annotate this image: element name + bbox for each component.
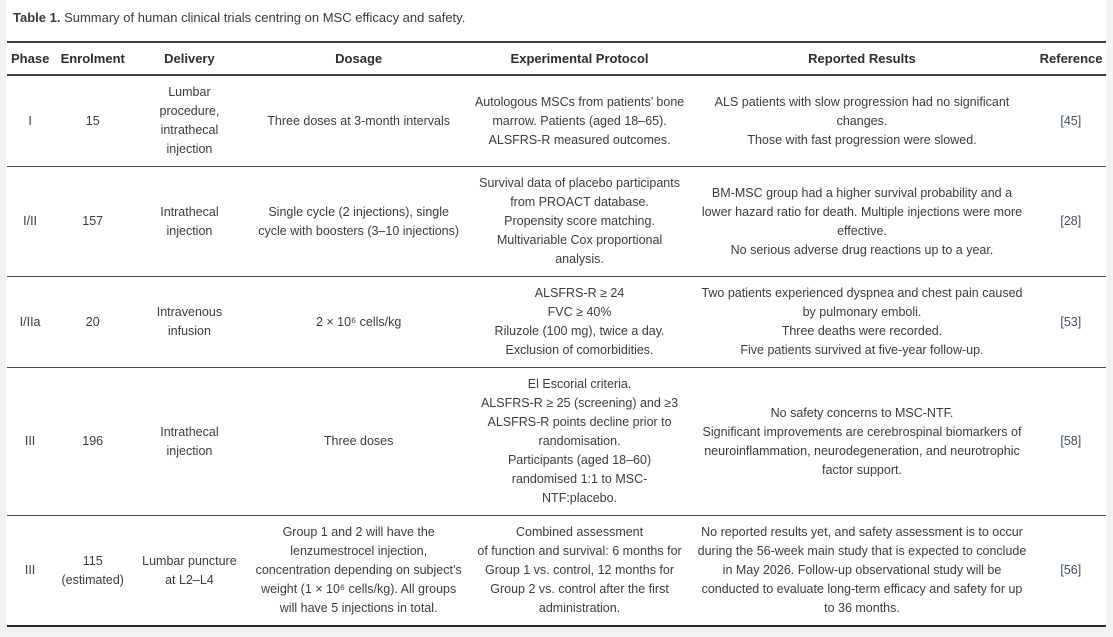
cell-results bbox=[688, 368, 1035, 516]
cell-dosage bbox=[247, 277, 471, 368]
text-line: Those with fast progression were slowed. bbox=[747, 132, 977, 147]
cell-results bbox=[688, 167, 1035, 277]
cell-results bbox=[688, 75, 1035, 167]
table-row bbox=[7, 368, 1106, 516]
column-header-enrolment: Enrolment bbox=[53, 42, 132, 75]
text-line: Lumbar procedure, intrathecal injection bbox=[159, 85, 220, 156]
cell-protocol bbox=[471, 277, 689, 368]
clinical-trials-table bbox=[7, 41, 1106, 627]
cell-reference bbox=[1036, 167, 1106, 277]
column-header-delivery: Delivery bbox=[132, 42, 246, 75]
table-caption-label: Table 1. bbox=[13, 10, 61, 25]
text-line: ALS patients with slow progression had no significant changes. bbox=[714, 94, 1010, 128]
cell-results bbox=[688, 516, 1035, 627]
text-line: FVC ≥ 40% bbox=[547, 305, 612, 319]
text-line: Significant improvements are cerebrospinal biomarkers of neuroinflammation, neurodegeneration, and neurotrophic factor support. bbox=[702, 424, 1022, 477]
text-line: Single cycle (2 injections), single cycle with boosters (3–10 injections) bbox=[258, 204, 460, 238]
table-body bbox=[7, 75, 1106, 626]
text-line: No reported results yet, and safety assessment is to occur during the 56-week main study that is expected to conclude in May 2026. Follow-up observational study will be conducted to evaluate long-term efficacy and safety for up to 36 months. bbox=[697, 525, 1027, 615]
text-line: ALSFRS-R measured outcomes. bbox=[488, 132, 671, 147]
cell-protocol bbox=[471, 516, 689, 627]
table-row bbox=[7, 75, 1106, 167]
table-caption-text: Summary of human clinical trials centring on MSC efficacy and safety. bbox=[60, 10, 466, 25]
cell-dosage bbox=[247, 368, 471, 516]
cell-dosage bbox=[247, 516, 471, 627]
cell-reference bbox=[1036, 368, 1106, 516]
cell-protocol bbox=[471, 368, 689, 516]
cell-protocol bbox=[471, 167, 689, 277]
text-line: ALSFRS-R ≥ 24 bbox=[534, 286, 625, 300]
text-line: Exclusion of comorbidities. bbox=[505, 343, 654, 357]
article-content bbox=[6, 0, 1107, 627]
column-header-phase: Phase bbox=[7, 42, 53, 75]
text-line: Participants (aged 18–60) randomised 1:1 to MSC-NTF:placebo. bbox=[507, 453, 652, 505]
cell-delivery bbox=[132, 167, 246, 277]
cell-reference bbox=[1036, 516, 1106, 627]
text-line: 15 bbox=[85, 113, 100, 128]
text-line: 20 bbox=[85, 314, 100, 329]
cell-delivery bbox=[132, 516, 246, 627]
cell-reference bbox=[1036, 277, 1106, 368]
column-header-protocol: Experimental Protocol bbox=[471, 42, 689, 75]
text-line: No serious adverse drug reactions up to a year. bbox=[730, 242, 994, 257]
text-line: Two patients experienced dyspnea and chest pain caused by pulmonary emboli. bbox=[701, 286, 1023, 319]
text-line: 115 (estimated) bbox=[61, 553, 124, 587]
text-line: Five patients survived at five-year follow-up. bbox=[740, 343, 984, 357]
text-line: 157 bbox=[82, 214, 104, 228]
cell-phase: III bbox=[24, 563, 36, 577]
column-header-results: Reported Results bbox=[688, 42, 1035, 75]
text-line: BM-MSC group had a higher survival probability and a lower hazard ratio for death. Multiple injections were more effective. bbox=[701, 185, 1023, 238]
column-header-reference: Reference bbox=[1036, 42, 1106, 75]
cell-delivery bbox=[132, 368, 246, 516]
text-line: Multivariable Cox proportional analysis. bbox=[496, 233, 663, 266]
table-row bbox=[7, 516, 1106, 627]
text-line: Lumbar puncture at L2–L4 bbox=[142, 553, 237, 587]
text-line: Three doses bbox=[323, 434, 394, 448]
text-line: of function and survival: 6 months for Group 1 vs. control, 12 months for Group 2 vs. control after the first administration. bbox=[477, 544, 682, 615]
text-line: Group 1 and 2 will have the lenzumestrocel injection, concentration depending on subject’s weight (1 × 10⁶ cells/kg). All groups will have 5 injections in total. bbox=[255, 525, 462, 615]
text-line: Propensity score matching. bbox=[504, 214, 655, 228]
column-header-dosage: Dosage bbox=[247, 42, 471, 75]
cell-enrolment bbox=[53, 516, 132, 627]
table-row bbox=[7, 277, 1106, 368]
text-line: Intravenous infusion bbox=[156, 305, 223, 338]
text-line: Autologous MSCs from patients’ bone marrow. Patients (aged 18–65). bbox=[474, 94, 685, 128]
reference-link[interactable]: [56] bbox=[1060, 563, 1082, 577]
reference-link[interactable]: [28] bbox=[1060, 214, 1082, 228]
cell-enrolment bbox=[53, 75, 132, 167]
text-line: Intrathecal injection bbox=[160, 424, 219, 458]
table-row bbox=[7, 167, 1106, 277]
cell-dosage bbox=[247, 75, 471, 167]
cell-enrolment bbox=[53, 368, 132, 516]
cell-phase: III bbox=[24, 434, 36, 448]
cell-dosage bbox=[247, 167, 471, 277]
table-header bbox=[7, 42, 1106, 75]
cell-delivery bbox=[132, 75, 246, 167]
cell-results bbox=[688, 277, 1035, 368]
text-line: 196 bbox=[82, 434, 104, 448]
cell-phase: I bbox=[28, 113, 32, 128]
cell-enrolment bbox=[53, 277, 132, 368]
header-row bbox=[7, 42, 1106, 75]
reference-link[interactable]: [53] bbox=[1060, 314, 1082, 329]
text-line: El Escorial criteria. bbox=[527, 377, 632, 391]
cell-delivery bbox=[132, 277, 246, 368]
text-line: Intrathecal injection bbox=[160, 204, 219, 238]
text-line: Three deaths were recorded. bbox=[781, 324, 943, 338]
text-line: ALSFRS-R ≥ 25 (screening) and ≥3 ALSFRS-R points decline prior to randomisation. bbox=[480, 396, 679, 448]
cell-protocol bbox=[471, 75, 689, 167]
text-line: 2 × 10⁶ cells/kg bbox=[315, 314, 402, 329]
reference-link[interactable]: [45] bbox=[1060, 113, 1082, 128]
text-line: Riluzole (100 mg), twice a day. bbox=[494, 324, 665, 338]
cell-enrolment bbox=[53, 167, 132, 277]
reference-link[interactable]: [58] bbox=[1060, 434, 1082, 448]
cell-phase: I/IIa bbox=[19, 314, 41, 329]
text-line: No safety concerns to MSC-NTF. bbox=[770, 405, 954, 420]
text-line: Combined assessment bbox=[515, 525, 644, 539]
table-caption bbox=[7, 6, 1106, 41]
cell-reference bbox=[1036, 75, 1106, 167]
text-line: Three doses at 3-month intervals bbox=[267, 113, 451, 128]
text-line: Survival data of placebo participants from PROACT database. bbox=[479, 176, 680, 209]
cell-phase: I/II bbox=[23, 214, 38, 228]
